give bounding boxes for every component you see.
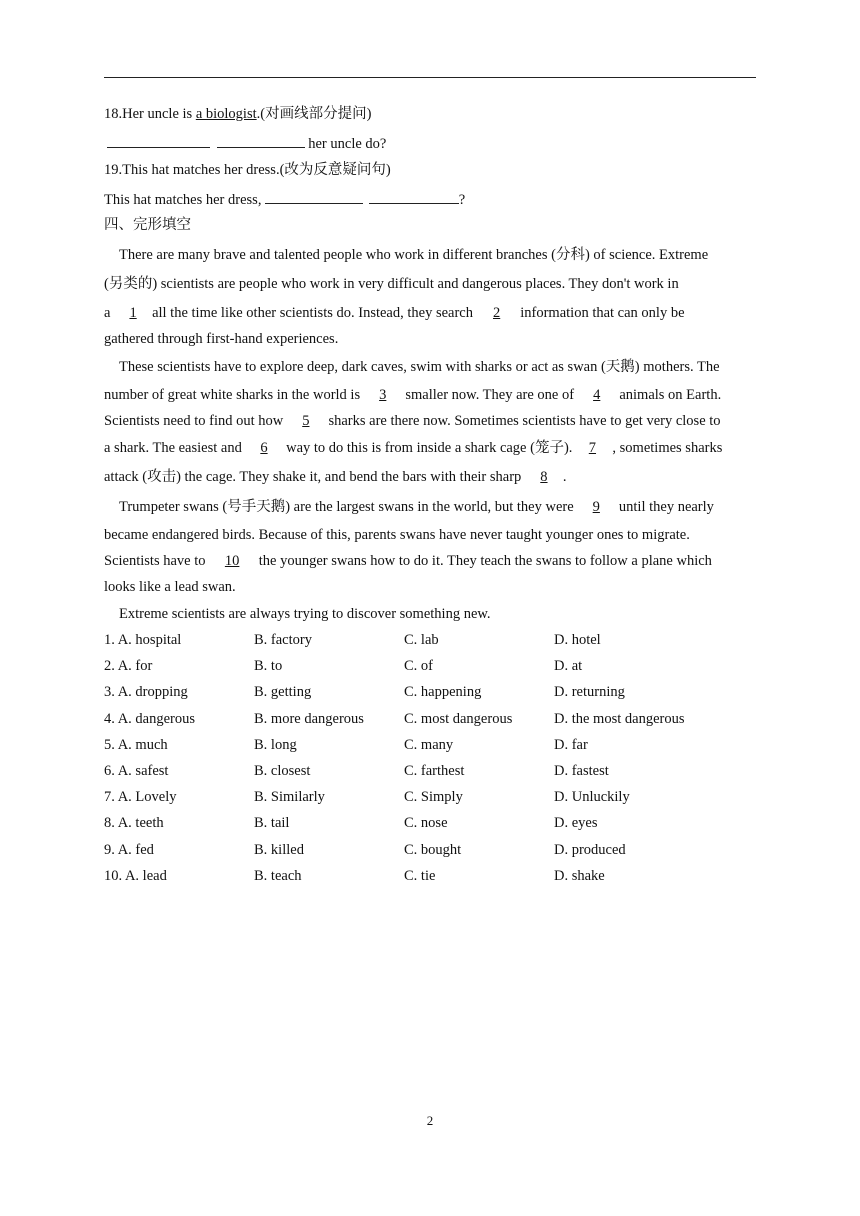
- option-9-d[interactable]: D. produced: [554, 841, 626, 858]
- blank-4[interactable]: 4: [593, 387, 601, 403]
- option-9-b[interactable]: B. killed: [254, 841, 304, 858]
- q19-answer-end: ?: [458, 192, 466, 208]
- option-5-b[interactable]: B. long: [254, 736, 297, 753]
- option-4-b[interactable]: B. more dangerous: [254, 710, 364, 727]
- blank-6[interactable]: 6: [260, 440, 268, 456]
- q18-answer-tail: her uncle do?: [304, 136, 387, 152]
- p2-line-3: [104, 412, 721, 430]
- header-rule: [104, 77, 756, 78]
- option-3-d[interactable]: D. returning: [554, 684, 625, 701]
- option-8-a[interactable]: 8. A. teeth: [104, 815, 164, 832]
- option-5-d[interactable]: D. far: [554, 736, 588, 753]
- option-1-a[interactable]: 1. A. hospital: [104, 632, 182, 648]
- option-9-a[interactable]: 9. A. fed: [104, 841, 154, 858]
- option-6-a[interactable]: 6. A. safest: [104, 763, 169, 779]
- q18-blank-1[interactable]: [107, 133, 210, 148]
- q18-underlined-phrase: a biologist: [195, 106, 257, 122]
- blank-5[interactable]: 5: [302, 413, 310, 429]
- option-6-c[interactable]: C. farthest: [404, 763, 465, 779]
- p2-line-4: [104, 439, 722, 457]
- option-3-a[interactable]: 3. A. dropping: [104, 684, 188, 701]
- text-segment: .: [562, 469, 567, 485]
- option-5-c[interactable]: C. many: [404, 736, 454, 753]
- option-8-d[interactable]: D. eyes: [554, 815, 598, 832]
- option-10-d[interactable]: D. shake: [554, 867, 605, 884]
- option-2-a[interactable]: 2. A. for: [104, 658, 153, 675]
- section-title: 四、完形填空: [104, 217, 191, 233]
- text-segment: sharks are there now. Sometimes scientists have to get very close to: [324, 413, 721, 429]
- option-3-c[interactable]: C. happening: [404, 684, 482, 701]
- text-segment: Scientists need to find out how: [104, 413, 287, 429]
- p3-line-4: looks like a lead swan.: [104, 579, 236, 595]
- option-1-d[interactable]: D. hotel: [554, 632, 601, 648]
- option-5-a[interactable]: 5. A. much: [104, 736, 168, 753]
- q19-blank-2[interactable]: [369, 189, 459, 204]
- option-9-c[interactable]: C. bought: [404, 841, 462, 858]
- q19-answer-line: [104, 189, 465, 209]
- text-segment: attack (攻击) the cage. They shake it, and bend the bars with their sharp: [104, 469, 525, 485]
- text-segment: way to do this is from inside a shark cage (笼子).: [282, 440, 573, 456]
- text-segment: information that can only be: [516, 305, 685, 321]
- text-segment: Trumpeter swans (号手天鹅) are the largest swans in the world, but they were: [119, 499, 578, 515]
- p2-line-1: These scientists have to explore deep, dark caves, swim with sharks or act as swan (天鹅) mothers. The: [119, 359, 720, 375]
- text-segment: a shark. The easiest and: [104, 440, 246, 456]
- option-6-b[interactable]: B. closest: [254, 763, 311, 779]
- option-7-b[interactable]: B. Similarly: [254, 789, 325, 806]
- question-19: 19.This hat matches her dress.(改为反意疑问句): [104, 162, 391, 178]
- option-4-c[interactable]: C. most dangerous: [404, 710, 513, 727]
- option-10-b[interactable]: B. teach: [254, 867, 302, 884]
- blank-3[interactable]: 3: [379, 387, 387, 403]
- option-2-c[interactable]: C. of: [404, 658, 433, 675]
- p4-line: Extreme scientists are always trying to discover something new.: [119, 606, 491, 622]
- option-7-d[interactable]: D. Unluckily: [554, 789, 630, 806]
- text-segment: a: [104, 305, 115, 321]
- text-segment: animals on Earth.: [615, 387, 722, 403]
- q19-answer-start: This hat matches her dress,: [104, 192, 266, 208]
- q18-instruction: .(对画线部分提问): [256, 106, 372, 122]
- text-segment: the younger swans how to do it. They teach the swans to follow a plane which: [255, 553, 712, 569]
- blank-9[interactable]: 9: [592, 499, 600, 515]
- q19-blank-1[interactable]: [265, 189, 363, 204]
- q18-blank-2[interactable]: [217, 133, 305, 148]
- p3-line-2: became endangered birds. Because of this, parents swans have never taught younger ones to migrate.: [104, 527, 690, 543]
- q18-answer-line: [107, 133, 386, 153]
- option-10-c[interactable]: C. tie: [404, 867, 436, 884]
- p1-line-1: There are many brave and talented people who work in different branches (分科) of science. Extreme: [119, 247, 709, 263]
- text-segment: until they nearly: [615, 499, 714, 515]
- p3-line-1: [119, 498, 714, 516]
- option-3-b[interactable]: B. getting: [254, 684, 312, 701]
- option-1-c[interactable]: C. lab: [404, 632, 439, 648]
- option-6-d[interactable]: D. fastest: [554, 763, 609, 779]
- option-7-a[interactable]: 7. A. Lovely: [104, 789, 177, 806]
- p1-line-4: gathered through first-hand experiences.: [104, 331, 339, 347]
- p1-line-3: [104, 304, 685, 322]
- blank-10[interactable]: 10: [224, 553, 240, 569]
- text-segment: smaller now. They are one of: [401, 387, 578, 403]
- p2-line-5: [104, 468, 567, 486]
- option-1-b[interactable]: B. factory: [254, 632, 312, 648]
- p1-line-2: (另类的) scientists are people who work in very difficult and dangerous places. They don't work in: [104, 276, 679, 292]
- blank-1[interactable]: 1: [129, 305, 137, 321]
- option-4-a[interactable]: 4. A. dangerous: [104, 710, 196, 727]
- option-2-d[interactable]: D. at: [554, 658, 583, 675]
- text-segment: , sometimes sharks: [612, 440, 723, 456]
- text-segment: number of great white sharks in the world is: [104, 387, 364, 403]
- p3-line-3: [104, 552, 712, 570]
- blank-2[interactable]: 2: [492, 305, 501, 321]
- blank-7[interactable]: 7: [588, 440, 597, 456]
- question-18: [104, 105, 371, 123]
- p2-line-2: [104, 386, 721, 404]
- blank-8[interactable]: 8: [540, 469, 548, 485]
- page-number: 2: [426, 1113, 434, 1128]
- text-segment: Scientists have to: [104, 553, 210, 569]
- option-2-b[interactable]: B. to: [254, 658, 283, 675]
- option-7-c[interactable]: C. Simply: [404, 789, 463, 806]
- q18-prefix: 18.Her uncle is: [104, 106, 196, 122]
- option-8-c[interactable]: C. nose: [404, 815, 448, 832]
- option-4-d[interactable]: D. the most dangerous: [554, 710, 685, 727]
- option-10-a[interactable]: 10. A. lead: [104, 867, 167, 884]
- text-segment: all the time like other scientists do. Instead, they search: [152, 305, 477, 321]
- option-8-b[interactable]: B. tail: [254, 815, 290, 832]
